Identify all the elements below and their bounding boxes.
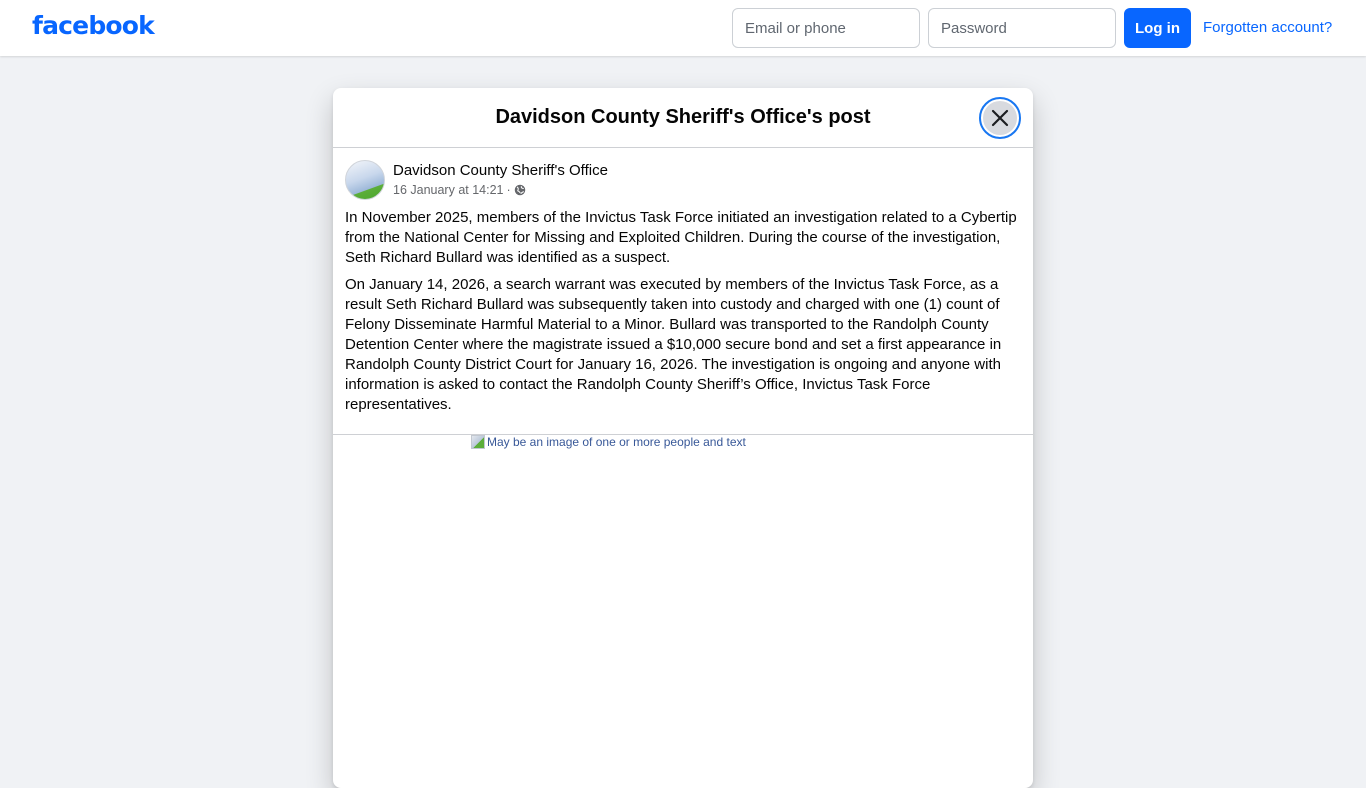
- post-body: [333, 204, 1033, 434]
- login-button[interactable]: Log in: [1124, 8, 1191, 48]
- post-image[interactable]: [471, 435, 746, 449]
- author-name[interactable]: Davidson County Sheriff's Office: [393, 162, 608, 179]
- post-header: [333, 148, 1033, 204]
- dialog-title: Davidson County Sheriff's Office's post: [495, 106, 871, 128]
- password-input[interactable]: [928, 8, 1116, 48]
- image-alt-text: May be an image of one or more people and text: [487, 435, 746, 449]
- post-meta: [393, 183, 526, 197]
- facebook-logo[interactable]: facebook: [32, 11, 154, 40]
- globe-icon: [514, 184, 526, 196]
- post-media[interactable]: [333, 434, 1033, 788]
- post-timestamp[interactable]: 16 January at 14:21: [393, 183, 504, 197]
- post-dialog: [333, 88, 1033, 788]
- forgotten-account-link[interactable]: Forgotten account?: [1203, 19, 1333, 36]
- close-button[interactable]: [979, 97, 1021, 139]
- broken-image-icon: [471, 435, 485, 449]
- top-navigation-bar: [0, 0, 1366, 56]
- dialog-header: [333, 88, 1033, 148]
- post-paragraph: On January 14, 2026, a search warrant was executed by members of the Invictus Task Force, as a result Seth Richard Bullard was subsequently taken into custody and charged with one (1) count of Felony Disseminate Harmful Material to a Minor. Bullard was transported to the Randolph County Detention Center where the magistrate issued a $10,000 secure bond and set a first appearance in Randolph County District Court for January 16, 2026. The investigation is ongoing and anyone with information is asked to contact the Randolph County Sheriff’s Office, Invictus Task Force representatives.: [345, 276, 1002, 413]
- post-paragraph: In November 2025, members of the Invictus Task Force initiated an investigation related to a Cybertip from the National Center for Missing and Exploited Children. During the course of the investigation, Seth Richard Bullard was identified as a suspect.: [345, 209, 1017, 266]
- meta-separator: ·: [506, 183, 511, 197]
- close-icon: [991, 109, 1009, 127]
- email-or-phone-input[interactable]: [732, 8, 920, 48]
- author-avatar[interactable]: [345, 160, 385, 200]
